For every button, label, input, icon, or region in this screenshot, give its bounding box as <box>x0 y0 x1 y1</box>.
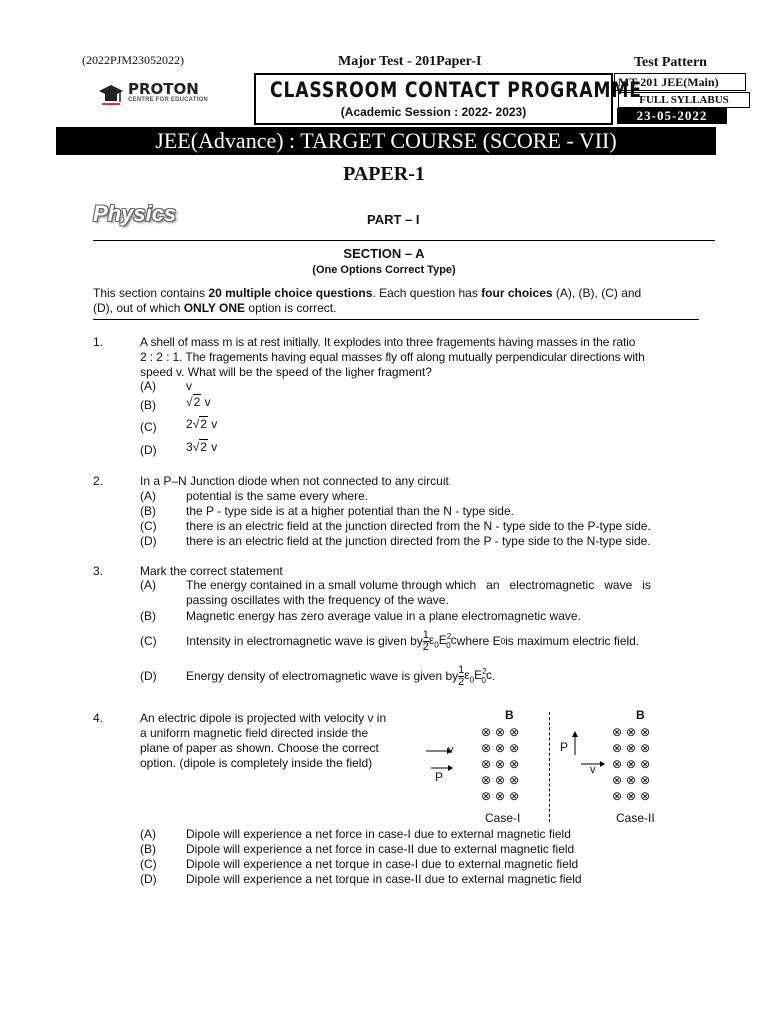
test-pattern-label: Test Pattern <box>634 55 707 70</box>
q2-option-b: the P - type side is at a higher potential than the N - type side. <box>186 504 514 518</box>
q3-option-b: Magnetic energy has zero average value in a plane electromagnetic wave. <box>186 609 581 623</box>
q2-number: 2. <box>93 474 104 488</box>
q1-option-c: 2√2 v <box>186 417 218 431</box>
q3-option-d: Energy density of electromagnetic wave is given by $\frac{1}{2}$ $\varepsilon_0E^2_0c$ . <box>186 663 496 688</box>
proton-logo <box>98 80 208 110</box>
graduation-cap-icon <box>98 82 124 108</box>
dipole-label-2: P <box>560 740 569 754</box>
case-2-diagram <box>556 708 676 826</box>
case-2-label: Case-II <box>616 811 655 825</box>
q1-option-b-label: (B) <box>140 398 156 412</box>
velocity-label-2: v <box>590 764 596 776</box>
q2-stem: In a P–N Junction diode when not connected to any circuit <box>140 474 449 488</box>
subject-title: Physics <box>93 201 177 226</box>
logo-text: PROTON <box>128 80 199 98</box>
date-badge: 23-05-2022 <box>617 108 727 124</box>
q4-option-c: Dipole will experience a net torque in case-I due to external magnetic field <box>186 857 579 871</box>
q3-option-d-label: (D) <box>140 669 157 683</box>
syllabus-box: FULL SYLLABUS <box>618 92 750 108</box>
case-1-diagram <box>425 708 540 826</box>
paper-code: (2022PJM23052022) <box>82 53 185 67</box>
q1-option-a: v <box>186 379 192 393</box>
major-test-title: Major Test - 201Paper-I <box>338 54 482 69</box>
field-label-b-2: B <box>636 708 645 722</box>
divider-line-2 <box>93 319 699 320</box>
dipole-vector-up-icon <box>570 730 580 756</box>
q4-option-b: Dipole will experience a net force in case-II due to external magnetic field <box>186 842 575 856</box>
q1-number: 1. <box>93 335 104 349</box>
velocity-label: v <box>448 744 454 756</box>
course-banner: JEE(Advance) : TARGET COURSE (SCORE - VII) <box>56 127 716 155</box>
q4-labels: (A) (B) (C) (D) <box>140 827 157 886</box>
section-title: SECTION – A <box>343 246 425 261</box>
part-title: PART – I <box>367 212 420 227</box>
academic-session: (Academic Session : 2022- 2023) <box>340 105 527 119</box>
field-label-b: B <box>505 708 514 722</box>
q3-option-a: The energy contained in a small volume through which an electromagnetic wave is passing oscillates with the frequency of the wave. <box>186 578 651 607</box>
case-separator <box>549 712 550 822</box>
section-subtitle: (One Options Correct Type) <box>312 264 456 276</box>
q4-number: 4. <box>93 711 104 725</box>
q3-stem: Mark the correct statement <box>140 564 283 578</box>
q1-option-d-label: (D) <box>140 443 157 457</box>
q2-option-d: there is an electric field at the junction directed from the P - type side to the N-type side. <box>186 534 651 548</box>
logo-subtext: CENTRE FOR EDUCATION <box>128 97 208 103</box>
q3-number: 3. <box>93 564 104 578</box>
q2-options <box>186 489 651 549</box>
q4-options <box>186 827 582 887</box>
q3-option-a-label: (A) <box>140 578 156 592</box>
section-intro: This section contains 20 multiple choice questions. Each question has four choices (A), (B), (C) and (D), out of which ONLY ONE option is correct. <box>93 286 642 315</box>
q3-option-c: Intensity in electromagnetic wave is given by $\frac{1}{2}$ $\varepsilon_0E^2_0c$ where E 0 is maximum electric field. <box>186 628 640 653</box>
q3-option-b-label: (B) <box>140 609 156 623</box>
ccp-title: CLASSROOM CONTACT PROGRAMME <box>270 78 642 102</box>
q1-option-c-label: (C) <box>140 420 157 434</box>
q1-option-b: √2 v <box>186 395 211 409</box>
dipole-label: P <box>435 770 444 784</box>
magnetic-field-grid-2: ⊗⊗⊗ ⊗⊗⊗ ⊗⊗⊗ ⊗⊗⊗ ⊗⊗⊗ <box>612 725 655 803</box>
q4-stem: An electric dipole is projected with velocity v in a uniform magnetic field directed inside the plane of paper as shown. Choose the correct option. (dipole is completely inside the field) <box>140 711 387 770</box>
q4-option-a: Dipole will experience a net force in case-I due to external magnetic field <box>186 827 571 841</box>
paper-title: PAPER-1 <box>343 163 425 185</box>
q1-stem: A shell of mass m is at rest initially. It explodes into three fragements having masses in the ratio 2 : 2 : 1. The fragements having equal masses fly off along mutually perpendicular directions with speed v. What will be the speed of the ligher fragment? <box>140 335 645 379</box>
ccp-box <box>254 73 642 125</box>
q3-option-c-label: (C) <box>140 634 157 648</box>
test-code-box: MT-201 JEE(Main) <box>614 73 746 91</box>
q2-option-c: there is an electric field at the junction directed from the N - type side to the P-type side. <box>186 519 651 533</box>
q2-option-a: potential is the same every where. <box>186 489 369 503</box>
magnetic-field-grid: ⊗⊗⊗ ⊗⊗⊗ ⊗⊗⊗ ⊗⊗⊗ ⊗⊗⊗ <box>481 725 524 803</box>
q4-option-d: Dipole will experience a net torque in case-II due to external magnetic field <box>186 872 582 886</box>
q2-labels: (A) (B) (C) (D) <box>140 489 157 548</box>
case-1-label: Case-I <box>485 811 521 825</box>
divider-line <box>93 240 715 241</box>
q1-option-a-label: (A) <box>140 379 156 393</box>
q1-option-d: 3√2 v <box>186 440 218 454</box>
